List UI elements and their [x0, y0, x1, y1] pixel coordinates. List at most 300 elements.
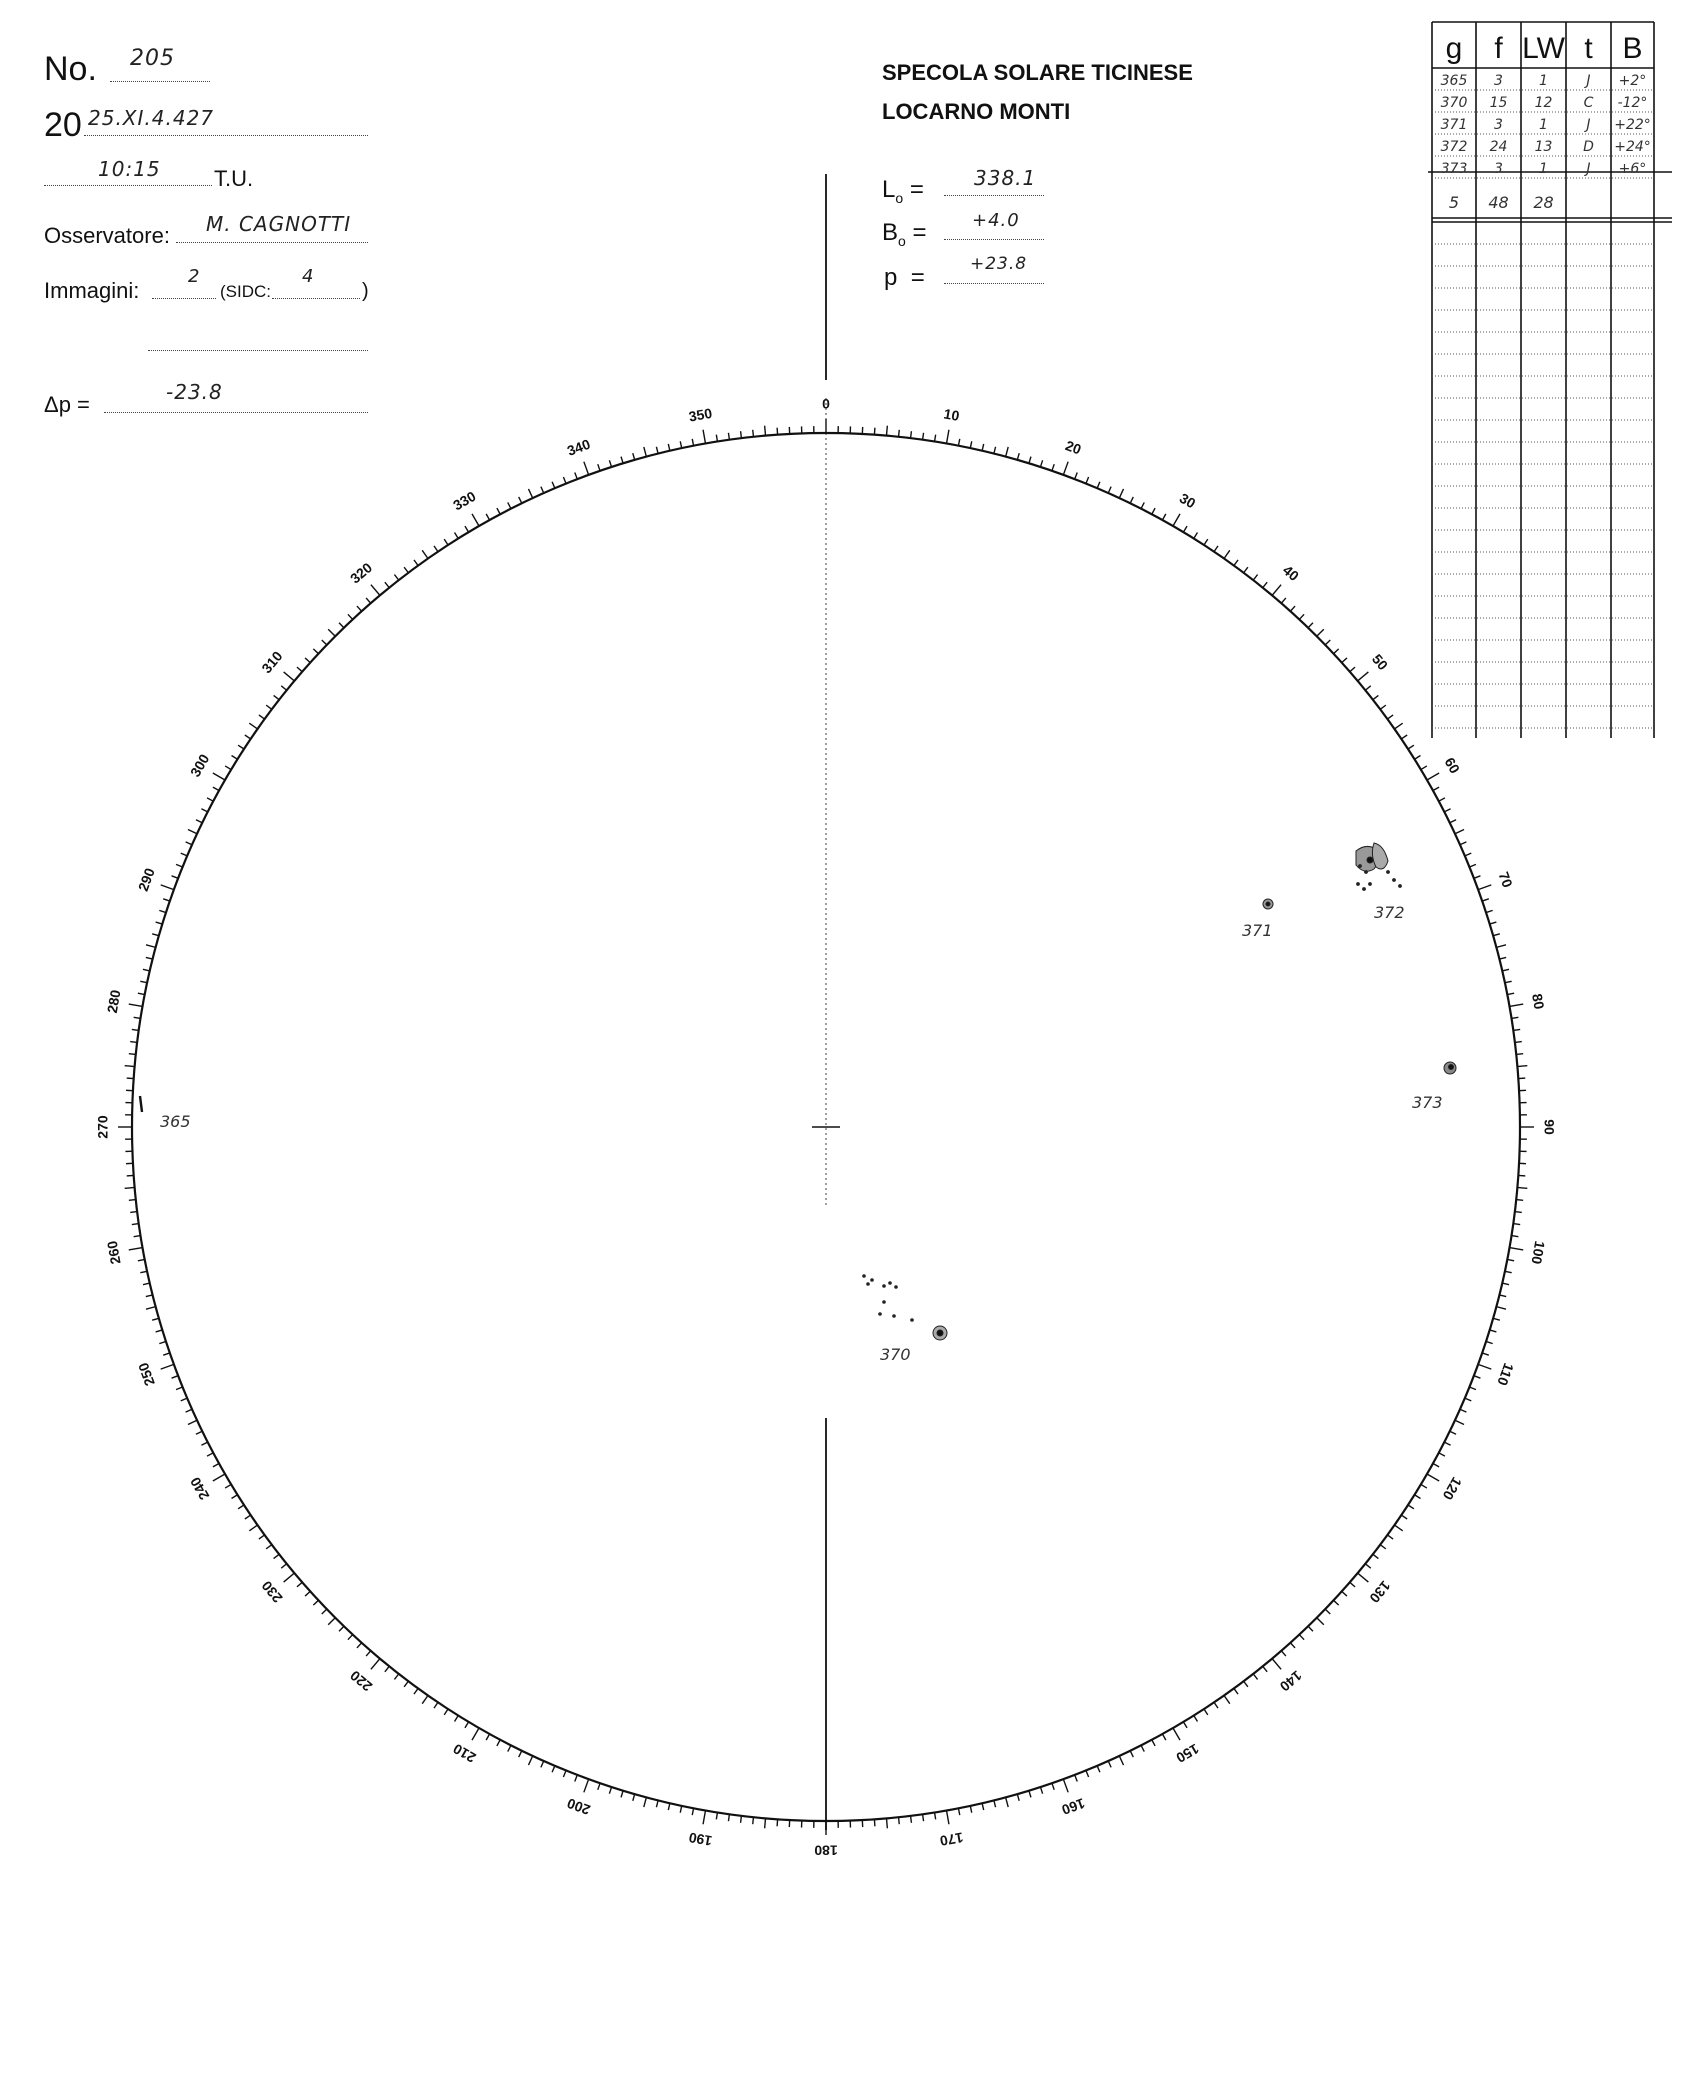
disk-tick [741, 1816, 742, 1823]
disk-tick [1281, 598, 1286, 603]
disk-tick [1334, 1600, 1339, 1605]
sidc-label: (SIDC: [220, 282, 271, 301]
disk-tick [357, 606, 362, 611]
disk-tick [1433, 1463, 1439, 1466]
disk-tick [497, 1740, 500, 1746]
disk-tick [181, 1398, 187, 1401]
disk-tick [1075, 1775, 1078, 1782]
disk-tick [1515, 1042, 1522, 1043]
disk-tick [644, 447, 647, 457]
disk-tick [1502, 969, 1509, 971]
disk-tick [1234, 1688, 1238, 1694]
disk-tick [1194, 533, 1198, 539]
disk-tick [753, 1817, 754, 1824]
disk-tick [146, 1295, 153, 1297]
table-total-cell: 28 [1533, 193, 1554, 212]
disk-tick [1517, 1187, 1527, 1188]
disk-tick [598, 464, 600, 471]
disk-tick [213, 1474, 225, 1481]
disk-tick [138, 993, 145, 994]
disk-tick [1017, 453, 1019, 460]
disk-tick [486, 514, 489, 520]
disk-tick [1439, 1453, 1445, 1456]
disk-angle-label: 140 [1276, 1667, 1306, 1695]
disk-tick [1507, 1259, 1514, 1260]
table-cell: J [1586, 117, 1591, 133]
disk-tick [1075, 473, 1078, 480]
sunspot-pore [893, 1315, 896, 1318]
disk-tick [1152, 508, 1155, 514]
disk-tick [371, 1659, 380, 1670]
disk-tick [472, 514, 479, 526]
disk-tick [575, 1775, 578, 1782]
disk-tick [1272, 585, 1281, 596]
disk-tick [455, 533, 459, 539]
disk-tick [1365, 686, 1370, 690]
disk-tick [1365, 1564, 1370, 1568]
disk-tick [1029, 457, 1031, 464]
sunspot-pore [1363, 888, 1366, 891]
disk-tick [1469, 1387, 1475, 1390]
disk-tick [201, 1442, 207, 1445]
disk-tick [186, 1409, 192, 1412]
disk-tick [465, 526, 469, 532]
disk-tick [163, 899, 170, 901]
disk-tick [297, 1582, 302, 1587]
disk-tick [1493, 934, 1500, 936]
disk-tick [1173, 1728, 1180, 1740]
disk-tick [552, 1766, 555, 1772]
disk-tick [1130, 497, 1133, 503]
disk-angle-label: 50 [1368, 650, 1392, 674]
disk-tick [563, 477, 566, 483]
disk-tick [444, 539, 448, 545]
disk-tick [584, 462, 589, 475]
disk-tick [146, 945, 156, 948]
table-cell: -12° [1617, 95, 1648, 111]
disk-angle-label: 40 [1279, 561, 1303, 585]
disk-tick [259, 715, 265, 719]
disk-angle-label: 90 [1541, 1119, 1558, 1135]
sunspot-pore [863, 1275, 866, 1278]
disk-tick [541, 1761, 544, 1767]
disk-tick [497, 508, 500, 514]
disk-tick [176, 864, 182, 867]
group-label-373: 373 [1412, 1093, 1443, 1112]
disk-tick [1183, 526, 1187, 532]
disk-tick [1421, 1484, 1427, 1488]
disk-tick [213, 1463, 219, 1466]
disk-tick [994, 1800, 996, 1807]
disk-tick [1290, 1643, 1295, 1648]
disk-tick [935, 435, 936, 442]
disk-tick [339, 1626, 344, 1631]
disk-tick [1194, 1716, 1198, 1722]
spot-table-text [1441, 32, 1651, 212]
disk-angle-label: 150 [1173, 1740, 1202, 1767]
disk-tick [313, 649, 318, 654]
disk-tick [414, 560, 418, 566]
table-cell: 12 [1534, 95, 1553, 111]
disk-tick [404, 567, 408, 573]
disk-tick [207, 1453, 213, 1456]
disk-tick [947, 1810, 949, 1824]
disk-tick [1130, 1751, 1133, 1757]
sunspot-umbra [1449, 1065, 1454, 1070]
disk-tick [886, 426, 887, 436]
disk-tick [434, 546, 438, 552]
disk-tick [259, 1535, 265, 1539]
group-label-370: 370 [880, 1345, 911, 1364]
disk-tick [1513, 1224, 1520, 1225]
disk-tick [982, 444, 984, 451]
disk-tick [1511, 1236, 1518, 1237]
sunspot-pore [883, 1285, 886, 1288]
sunspot-pore [1387, 871, 1390, 874]
disk-tick [716, 1812, 717, 1819]
disk-tick [1097, 482, 1100, 488]
disk-tick [1308, 623, 1313, 628]
sunspot-pore [911, 1319, 914, 1322]
disk-angle-label: 340 [564, 435, 593, 459]
disk-tick [1444, 809, 1450, 812]
disk-tick [1263, 1666, 1267, 1671]
sunspot-umbra [1367, 857, 1373, 863]
disk-tick [1334, 649, 1339, 654]
table-cell: 1 [1539, 161, 1548, 177]
group-label-371: 371 [1242, 921, 1273, 940]
disk-tick [1380, 1545, 1386, 1549]
disk-angle-label: 260 [103, 1239, 124, 1266]
disk-angle-label: 80 [1529, 992, 1548, 1011]
disk-tick [519, 497, 522, 503]
disk-tick [156, 1330, 163, 1332]
disk-tick [305, 1591, 310, 1596]
disk-tick [138, 1259, 145, 1260]
disk-tick [519, 1751, 522, 1757]
sunspot-pore [1393, 879, 1396, 882]
disk-tick [305, 658, 310, 663]
disk-tick [266, 1545, 272, 1549]
sunspot-pore [879, 1313, 882, 1316]
disk-tick [1263, 582, 1267, 587]
disk-tick [528, 489, 532, 498]
disk-angle-label: 240 [186, 1474, 213, 1503]
disk-tick [146, 957, 153, 959]
table-cell: 24 [1489, 139, 1508, 155]
sidc-value: 4 [302, 266, 315, 287]
disk-tick [1469, 864, 1475, 867]
disk-angle-label: 180 [814, 1842, 838, 1859]
disk-tick [1224, 1695, 1230, 1703]
disk-tick [1281, 1651, 1286, 1656]
disk-tick [970, 1806, 971, 1813]
disk-tick [1509, 1004, 1523, 1006]
disk-tick [1499, 1295, 1506, 1297]
disk-tick [1415, 1495, 1421, 1499]
table-cell: 371 [1440, 117, 1468, 133]
disk-tick [911, 431, 912, 438]
sunspot-pore [1357, 883, 1360, 886]
disk-tick [1040, 460, 1042, 467]
disk-tick [1342, 1591, 1347, 1596]
table-cell: 1 [1539, 73, 1548, 89]
disk-angle-label: 30 [1176, 489, 1199, 512]
disk-tick [225, 766, 231, 770]
sunspot-pore [1399, 885, 1402, 888]
disk-tick [621, 457, 623, 464]
disk-angle-label: 290 [134, 865, 158, 894]
table-cell: J [1586, 73, 1591, 89]
disk-tick [656, 1800, 658, 1807]
disk-tick [1052, 464, 1054, 471]
disk-tick [1214, 546, 1218, 552]
disk-tick [152, 934, 159, 936]
disk-tick [297, 667, 302, 672]
disk-tick [1358, 672, 1369, 681]
disk-angle-label: 20 [1063, 437, 1084, 458]
disk-tick [328, 1618, 335, 1625]
disk-tick [1141, 1745, 1144, 1751]
disk-tick [1408, 1505, 1414, 1509]
disk-tick [1308, 1626, 1313, 1631]
disk-tick [899, 430, 900, 437]
disk-tick [232, 756, 238, 760]
disk-tick [1387, 1535, 1393, 1539]
disk-tick [703, 1810, 705, 1824]
disk-angle-label: 130 [1366, 1577, 1394, 1607]
images-label: Immagini: [44, 278, 140, 303]
solar-disk [118, 174, 1534, 1835]
disk-tick [1006, 1797, 1009, 1807]
disk-tick [1516, 1200, 1523, 1201]
disk-angle-label: 160 [1059, 1795, 1088, 1819]
disk-angle-label: 230 [258, 1577, 286, 1607]
disk-tick [947, 430, 949, 444]
disk-tick [1415, 756, 1421, 760]
disk-tick [132, 1224, 139, 1225]
table-cell: +2° [1618, 73, 1647, 89]
disk-tick [728, 433, 729, 440]
disk-tick [404, 1681, 408, 1687]
disk-tick [486, 1734, 489, 1740]
observer-value: M. CAGNOTTI [206, 212, 352, 236]
delta-p-label: Δp = [44, 392, 90, 417]
disk-tick [656, 447, 658, 454]
disk-tick [1444, 1442, 1450, 1445]
disk-tick [284, 1573, 295, 1582]
table-cell: C [1583, 95, 1594, 111]
table-header-g: g [1445, 32, 1463, 65]
disk-tick [161, 1364, 174, 1369]
disk-tick [1509, 1248, 1523, 1250]
table-header-b: B [1622, 32, 1643, 65]
disk-tick [1427, 773, 1439, 780]
p-label: p = [884, 264, 925, 291]
disk-tick [1052, 1783, 1054, 1790]
disk-tick [1317, 1618, 1324, 1625]
disk-tick [455, 1716, 459, 1722]
disk-tick [1496, 1307, 1506, 1310]
disk-tick [152, 1318, 159, 1320]
disk-tick [1373, 1554, 1379, 1558]
disk-tick [958, 439, 959, 446]
disk-tick [970, 441, 971, 448]
disk-tick [1450, 1431, 1456, 1434]
time-value: 10:15 [98, 157, 161, 181]
disk-tick [125, 1066, 135, 1067]
disk-tick [472, 1728, 479, 1740]
table-cell: 370 [1440, 95, 1468, 111]
disk-tick [146, 1307, 156, 1310]
disk-tick [1499, 957, 1506, 959]
year-prefix: 20 [44, 106, 82, 144]
lo-label: $L_o$ = [882, 176, 924, 206]
disk-tick [1517, 1066, 1527, 1067]
disk-tick [422, 550, 428, 558]
disk-tick [1162, 514, 1165, 520]
sunspot-group-365 [140, 1096, 142, 1112]
disk-tick [728, 1814, 729, 1821]
disk-tick [528, 1756, 532, 1765]
disk-tick [274, 695, 280, 699]
disk-tick [1204, 1709, 1208, 1715]
disk-tick [1478, 885, 1491, 890]
disk-tick [1380, 705, 1386, 709]
disk-tick [1408, 745, 1414, 749]
disk-tick [1350, 667, 1355, 672]
disk-tick [1299, 1635, 1304, 1640]
disk-angle-label: 310 [258, 647, 286, 677]
disk-tick [1433, 787, 1439, 790]
disk-tick [196, 820, 202, 823]
disk-tick [644, 1797, 647, 1807]
disk-tick [371, 585, 380, 596]
disk-tick [1097, 1766, 1100, 1772]
disk-tick [668, 444, 670, 451]
disk-tick [1244, 567, 1248, 573]
disk-tick [1490, 922, 1497, 924]
disk-tick [633, 1794, 635, 1801]
disk-tick [129, 1004, 143, 1006]
disk-tick [188, 1420, 197, 1424]
disk-tick [284, 672, 295, 681]
date-value: 25.XI.4.427 [88, 106, 215, 130]
disk-tick [563, 1770, 566, 1776]
disk-tick [394, 1674, 398, 1680]
sunspot-pore [867, 1283, 870, 1286]
sunspot-pore [1359, 865, 1362, 868]
disk-tick [1244, 1681, 1248, 1687]
disk-angle-label: 210 [450, 1740, 479, 1767]
sunspot-pore [1369, 883, 1372, 886]
disk-tick [1234, 560, 1238, 566]
number-value: 205 [130, 46, 175, 71]
disk-tick [1017, 1794, 1019, 1801]
observer-label: Osservatore: [44, 223, 170, 248]
disk-tick [394, 575, 398, 581]
disk-tick [357, 1643, 362, 1648]
disk-angle-label: 70 [1495, 869, 1516, 890]
disk-angle-label: 110 [1494, 1361, 1518, 1388]
sunspot-umbra [937, 1330, 943, 1336]
disk-tick [1427, 1474, 1439, 1481]
disk-tick [444, 1709, 448, 1715]
disk-tick [552, 482, 555, 488]
disk-angle-label: 250 [134, 1360, 158, 1389]
disk-tick [1006, 447, 1009, 457]
disk-tick [1063, 1779, 1068, 1792]
disk-tick [609, 460, 611, 467]
disk-tick [1455, 1420, 1464, 1424]
disk-tick [1299, 614, 1304, 619]
disk-tick [245, 1515, 251, 1519]
disk-tick [1513, 1029, 1520, 1030]
sunspot-pore [895, 1286, 898, 1289]
disk-tick [541, 487, 544, 493]
disk-tick [716, 435, 717, 442]
disk-tick [958, 1808, 959, 1815]
disk-tick [935, 1812, 936, 1819]
disk-tick [129, 1200, 136, 1201]
disk-tick [1401, 735, 1407, 739]
disk-tick [125, 1187, 135, 1188]
disk-tick [1162, 1734, 1165, 1740]
disk-tick [322, 1609, 327, 1614]
disk-tick [692, 1808, 693, 1815]
table-cell: 365 [1440, 73, 1468, 89]
disk-tick [1253, 1674, 1257, 1680]
disk-tick [1490, 1330, 1497, 1332]
sidc-close: ) [362, 280, 369, 302]
disk-angle-label: 200 [564, 1795, 593, 1819]
institute-location: LOCARNO MONTI [882, 99, 1071, 124]
disk-tick [1183, 1722, 1187, 1728]
disk-tick [1460, 1409, 1466, 1412]
number-label: No. [44, 50, 97, 88]
disk-tick [1387, 715, 1393, 719]
disk-tick [1224, 550, 1230, 558]
disk-tick [134, 1236, 141, 1237]
disk-tick [238, 745, 244, 749]
disk-tick [1465, 853, 1471, 856]
delta-p-value: -23.8 [166, 380, 223, 404]
disk-tick [140, 981, 147, 982]
disk-tick [1455, 829, 1464, 833]
table-total-cell: 48 [1488, 193, 1509, 212]
disk-tick [1486, 1341, 1493, 1343]
table-cell: +6° [1618, 161, 1647, 177]
disk-tick [1272, 1659, 1281, 1670]
disk-tick [1515, 1212, 1522, 1213]
disk-angle-label: 350 [687, 404, 714, 425]
table-header-t: t [1584, 32, 1593, 65]
disk-tick [1342, 658, 1347, 663]
disk-tick [132, 1029, 139, 1030]
disk-tick [163, 1353, 170, 1355]
disk-tick [1502, 1283, 1509, 1285]
disk-tick [982, 1803, 984, 1810]
disk-tick [201, 809, 207, 812]
disk-tick [609, 1787, 611, 1794]
disk-tick [188, 829, 197, 833]
group-label-365: 365 [160, 1112, 191, 1131]
table-header-lw: LW [1522, 32, 1565, 65]
disk-tick [1253, 575, 1257, 581]
disk-tick [1474, 1376, 1481, 1379]
disk-tick [1119, 489, 1123, 498]
disk-tick [1460, 842, 1466, 845]
